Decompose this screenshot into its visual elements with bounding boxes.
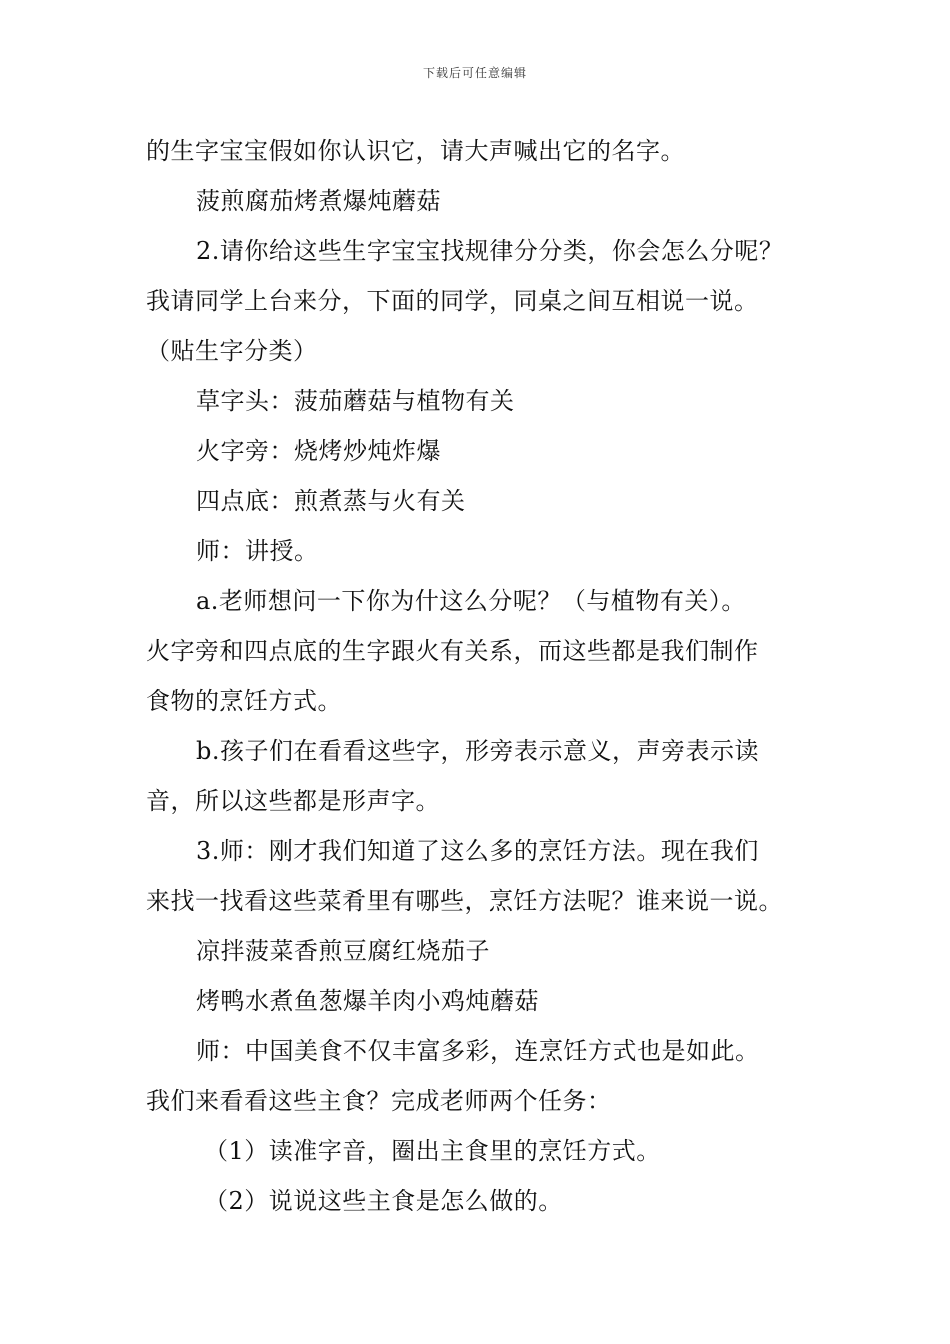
text-line: 我请同学上台来分，下面的同学，同桌之间互相说一说。 bbox=[146, 287, 759, 315]
text-line: 音，所以这些都是形声字。 bbox=[146, 787, 440, 815]
text-line: 四点底：煎煮蒸与火有关 bbox=[196, 487, 466, 515]
text-line: 的生字宝宝假如你认识它，请大声喊出它的名字。 bbox=[146, 137, 685, 165]
text-line: 来找一找看这些菜肴里有哪些，烹饪方法呢？谁来说一说。 bbox=[146, 887, 783, 915]
text-line: 烤鸭水煮鱼葱爆羊肉小鸡炖蘑菇 bbox=[196, 987, 539, 1015]
text-line: 2.请你给这些生字宝宝找规律分分类，你会怎么分呢？ bbox=[196, 237, 784, 265]
text-line: 草字头：菠茄蘑菇与植物有关 bbox=[196, 387, 515, 415]
text-line: a.老师想问一下你为什这么分呢？（与植物有关）。 bbox=[196, 587, 746, 615]
text-line: 凉拌菠菜香煎豆腐红烧茄子 bbox=[196, 937, 490, 965]
text-line: 3.师：刚才我们知道了这么多的烹饪方法。现在我们 bbox=[196, 837, 759, 865]
text-line: 火字旁和四点底的生字跟火有关系，而这些都是我们制作 bbox=[146, 637, 759, 665]
page-header: 下载后可任意编辑 bbox=[422, 66, 527, 80]
text-line: （1）读准字音，圈出主食里的烹饪方式。 bbox=[204, 1137, 661, 1165]
text-line: 食物的烹饪方式。 bbox=[146, 687, 342, 715]
text-line: 师：讲授。 bbox=[196, 537, 319, 565]
text-line: 火字旁：烧烤炒炖炸爆 bbox=[196, 437, 441, 465]
text-line: b.孩子们在看看这些字，形旁表示意义，声旁表示读 bbox=[196, 737, 759, 765]
text-line: 我们来看看这些主食？完成老师两个任务： bbox=[146, 1087, 612, 1115]
text-line: （贴生字分类） bbox=[146, 337, 318, 365]
document-body bbox=[146, 126, 826, 1226]
text-line: 菠煎腐茄烤煮爆炖蘑菇 bbox=[196, 187, 441, 215]
text-line: （2）说说这些主食是怎么做的。 bbox=[204, 1187, 563, 1215]
text-line: 师：中国美食不仅丰富多彩，连烹饪方式也是如此。 bbox=[196, 1037, 760, 1065]
